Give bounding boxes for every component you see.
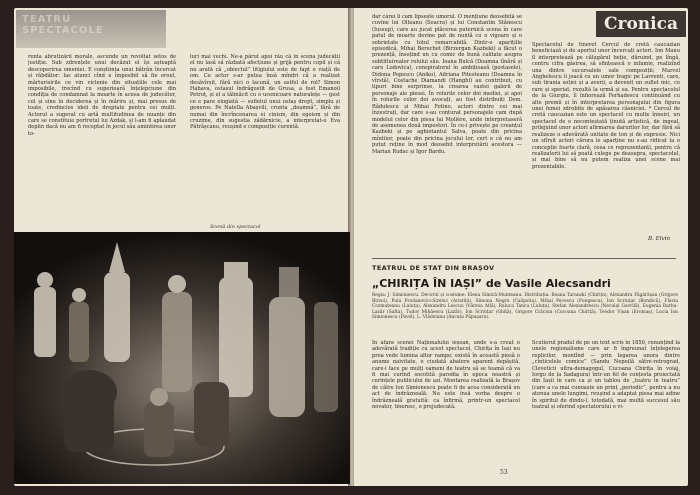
watermark-line-2: SPECTACOLE xyxy=(22,25,104,36)
review-body-column-2: Scutierul pradul de pe un text scris în 1850, renunțînd la unele regionalisme care ar fi îngreunat înțelegerea replicilor, montînd — prin legarea unora dintre „cînticelele comice” (Sandu Nepoilă sătre-retrograd, Cleveticii ultra-demagogul, Cucoana Chirița în voiaj, Iorgu de la Sadagura) într-un fel de conțesta proiectată din Iașii în care ca și un tablou de „teatru în teatru” (care a ca mai cunoaște un prinț „periodic”, pentru a nu atenua unele lungimi, reușind a adaptat piesa mai adine în spiritul de dindu-l, totodată, mai multă succesul său teatral și oferind spectatorului o vi- xyxy=(532,340,680,411)
stage-photo xyxy=(14,232,350,484)
left-column-1: renta abrutizării morale, ascunde un revoltat setos de justiție. Sub zdrențele unui decăzut el își așteaptă descoperirea omeniei. E conștiința unui bătrân încercat și răbdător: las atunci cînd e împosibil să fie eroul, mărturisirile ce vin viclenie din situațiile cele mai imposibile, trecînd cu superioară înțelepciune din condiția de condamnat la moarte în aceea de judecător, cel și sine în deciderea și în mărire și, mai presus de toate, credincios ideii de dreptate pentru cei mulți. Actorul a sugerat cu artă multitudinea de nuanțe din care se constituie portretul lui Azdak, și l-am fi aplaudat deplin dacă nu am fi receptat în jocul său amintirea unor to- xyxy=(28,54,176,137)
watermark-line-1: TEATRU xyxy=(22,14,72,25)
left-column-2: luri mai vechi. Ne-a părut apoi rău că în scena judecății el nu lasă să răzbată afecțiune și grijă pentru copil și că nu arată că „obiectul” litigiului este de fapt o viață de om. Ce actor s-ar putea însă mîndri că a realizat desăvîrșit, fără nici o lacună, un astfel de rol? Simon Hahava, ostașul îndrăgostit de Grusa, a fost Emanoil Petruț, și el a tălmăcit cu o ucenicoare naturalețe — gest ce e pare elogiată — sufletul unui ostaș drept, simplu și generos. Pe Natella Abașvili, crunta „doamnă”, fără de numai din încrîncenarea ei cinism, din egoism și din cruzime, din sugestia zădărnicie, a interpretat-o Eva Pătrășcanu, reușind o compoziție curentă. xyxy=(190,54,340,131)
photo-caption: Scenă din spectacol xyxy=(210,224,261,230)
section-divider xyxy=(372,258,676,259)
cronica-title: Cronica xyxy=(596,11,686,37)
right-column-2: Spectacolul de tineret Cercul de cretă caucazian beneficiază și de aportul unor încercați actori. Ion Manu îl interpretează pe călugărul beție, dăruind, pe lîngă, centru cifra găsirea, să sfințească o infamie, realizînd una dintre sucursalele sale compoziții; Marcel Anghelescu îi joacă cu un umor tragic pe Lavrenti, care, sub tirania soției și a averii, a devenit un suflet mic, ce rare și speriat, rezultă la urmă și ea. Pentru spectacolul de la Giurgiu, îl înfiorează Ferhadescu continuând cu alte premii și în interpretarea personajului din figura unei femei zdrobite de apăsarea căsniciei. * Cercul de cretă caucazian este un spectacol cu multe înnoiri, un spectacol de o neconteștată ținută artistică, de ingeal, prilejuind unor actori afirmarea darurilor lor, dar fără să realizeze o adevărată unitate de ton și de expresie. Nici un sfîrșit actori cărora le aparține nu s-au ridicat la o concepție foarte clară, ceea ce reprezentanți, pentru că realizatorii lui să poată culege pe deasupra, spectacolul, și mai bine să nu putem realiza unei scene mai prezentabile. xyxy=(532,42,680,170)
section-watermark xyxy=(16,10,166,48)
stage-scene-image xyxy=(14,232,350,484)
page-number: 53 xyxy=(500,469,508,476)
review-body-column-1: În afara scenei Naționalului ieșean, unde s-a creat o adevărată tradiție cu acest spectacol, Chirița în Iași nu prea vede lumina altor rampe; există în această piesă o anume naivitate, o ciudată abatere aparent depășită, care-i face pe mulți oameni de teatru să se teamă că va fi mai curînd socotită parodia în epoca noastră și cerințele publicului de azi. Montarea realizată la Brașov de către Ion Simionescu poate fi de acea considerată un act de îndrăzneală. Nu este însă vorba despre o îndrăzneală gratuită: ca înfirmă, printr-un spectacol novator, tineresc, o prejudecată. xyxy=(372,340,520,411)
right-column-1: dar cărei li cam lipsește umorul. O mențiune deosebită se cuvine lui Olteanu (Soacra) și lui Constantin Stănescu (Iussup), care au jucat plăcerea puternică scena în care patul de moarte devine pat de nuntă cu o vigoare și o sobrietate cu totul remarcabilă. Dintr-o aparițiile episodică, Mihai Berechet (Birzergan Kazbeki) a făcut o prezență, însoțind un cu comic de bună calitate asupra subtitluirealor rolului său. Ioana Bulcă (Doamna tînără și care Lodovica), conspiratorul în ambițioasă (postasele), Didona Popescu (Aniko), Adriana Pitesteanu (Doamna în vîrstă), Costache Diamandi (Hanghi) au contribuit, cu tipuri bine surprinse, la crearea vastei galerii de personaje ale piesei. În rolurile celor doi mediei, și apoi în rolurile celor doi avocați, au fost distribuiți Dem. Rădulescu și Mihai Fotino, actori dintre cei mai înzestrați, dar care s-au conturat personajele cam după modelul celor din piesa lui Molière, unde interpretaseră de asemenea două impostori. În ce-i privește pe creanțul Kazbeki și pe aghiotantul Salva, poate din pricina mîntiior, poate din pricina jocului lor, cert e că nu am putut reține în mod deosebit interpretării acestora — Marian Rudac și Igor Bardu. xyxy=(372,14,522,155)
author-signature: B. Elvin xyxy=(648,236,671,242)
cast-list: Regia: J. Simionescu. Decorul și costume: Elena Simică-Munteanu. Distribuția: Ileana Taranski (Chirița), Alexandru Făgărășan (Grigore Birzoi), Puiu Prodanovici-Sireluc (Aristiță), Simona Negru (Calipsita), Mihai Pecescu (Pungescu), Ion Scriuțar (Bondică), Flavia Cozmuțeanu (Luluța), Alexandru Lescuu (Vărzoa Atlă), Raluca Tancu (Luluța), Stefan Alexandrescu (Neculai Gavrilă), Eugenia Barbu-Lazăr (Safta), Tudor Mihăescu (Lazăr), Ion Scriuțar (Ghiță), Grigore Crăciun (Cucoana Chiriță), Teodor Vișan (Eromaș), Lucia Ion Simionescu (Pavel), L. Vlădoianu (Ancuța Păpușaru). xyxy=(372,293,678,321)
review-headline: „CHIRIȚA ÎN IAȘI” de Vasile Alecsandri xyxy=(372,277,611,290)
theatre-label: TEATRUL DE STAT DIN BRAȘOV xyxy=(372,264,495,272)
